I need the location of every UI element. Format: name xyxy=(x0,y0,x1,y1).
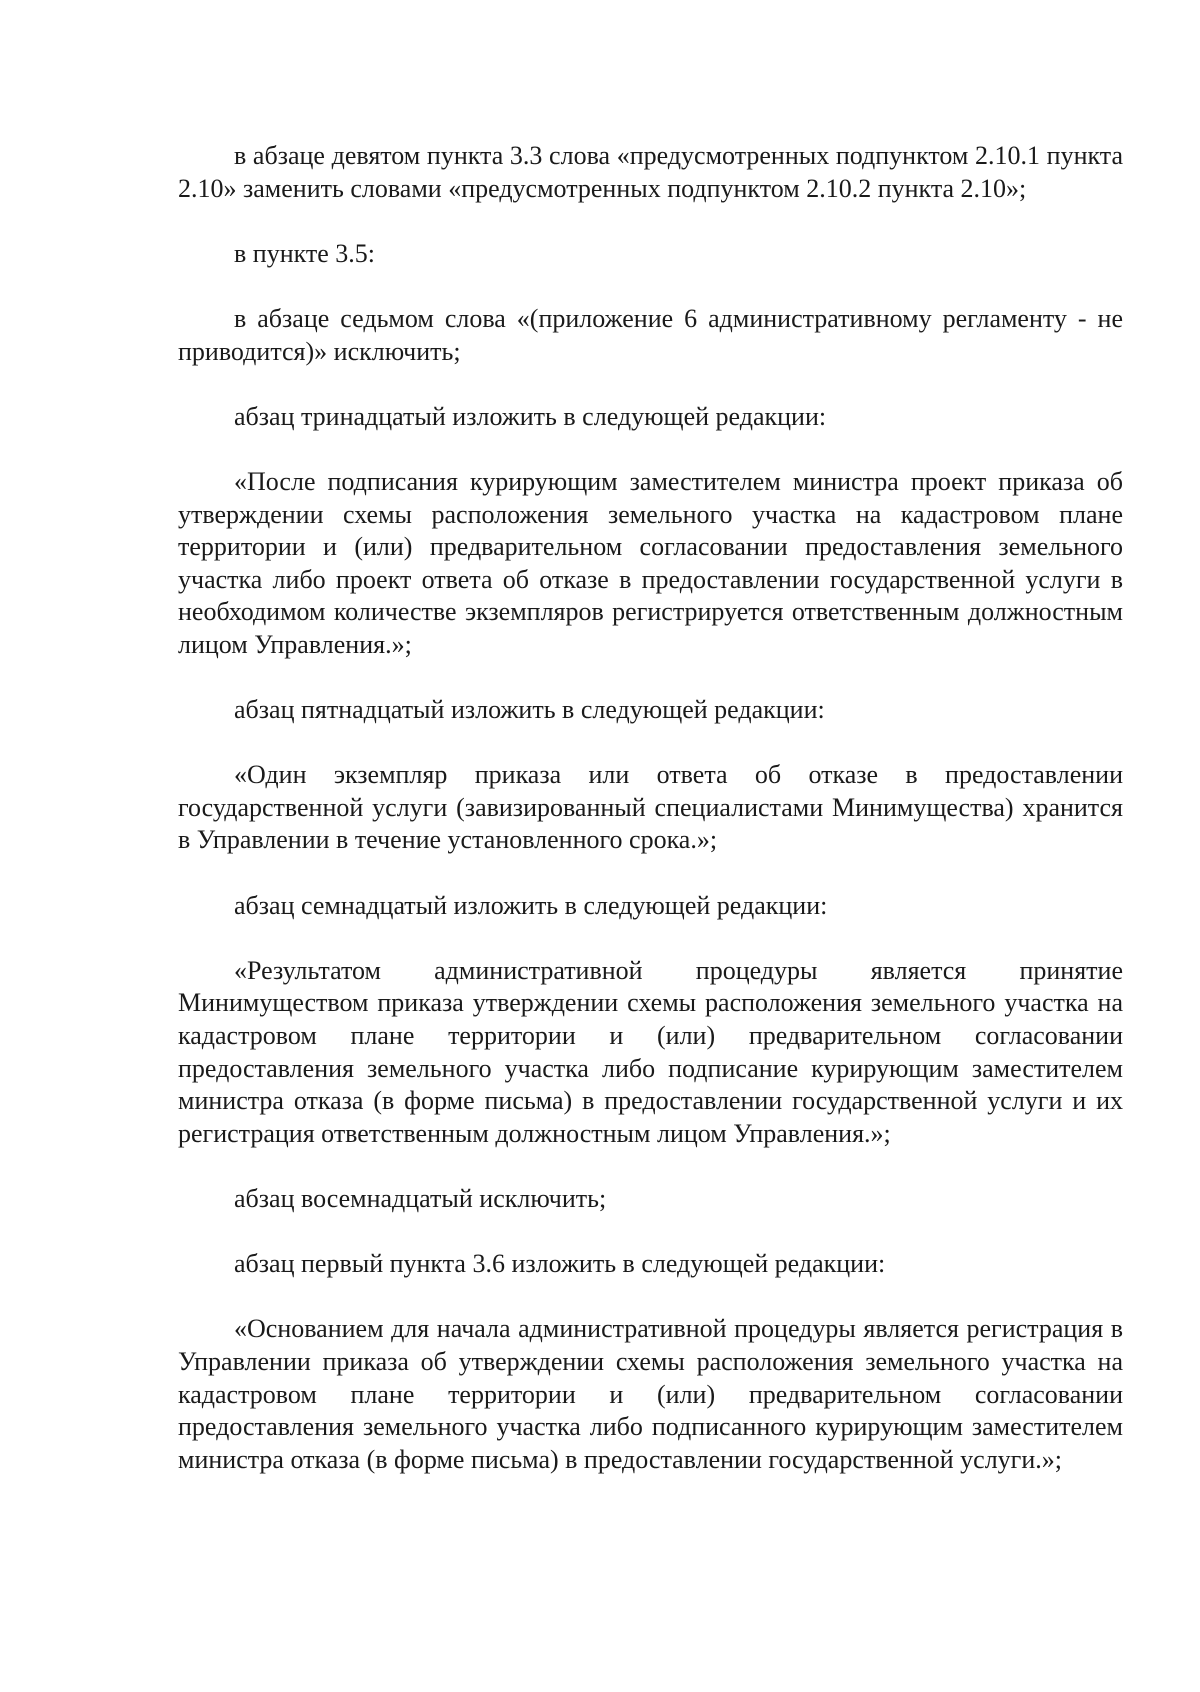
paragraph-point-3-6-text: «Основанием для начала административной процедуры является регистрация в Управлении приказа об утверждении схемы расположения земельного участка на кадастровом плане территории и (или) предварительном согласовании предоставления земельного участка либо подписанного курирующим заместителем министра отказа (в форме письма) в предоставлении государственной услуги.»; xyxy=(178,1314,1123,1474)
document-body xyxy=(178,140,1123,1476)
paragraph-fifteenth-abzac-intro: абзац пятнадцатый изложить в следующей редакции: xyxy=(234,695,825,725)
paragraph-seventeenth-abzac-intro: абзац семнадцатый изложить в следующей редакции: xyxy=(234,890,828,920)
paragraph-thirteenth-abzac-text: «После подписания курирующим заместителем министра проект приказа об утверждении схемы расположения земельного участка на кадастровом плане территории и (или) предварительном согласовании предоставления земельного участка либо проект ответа об отказе в предоставлении государственной услуги в необходимом количестве экземпляров регистрируется ответственным должностным лицом Управления.»; xyxy=(178,466,1123,659)
paragraph-point-3-5: в пункте 3.5: xyxy=(234,238,376,268)
paragraph-eighteenth-abzac: абзац восемнадцатый исключить; xyxy=(234,1184,607,1213)
paragraph-seventh-abzac: в абзаце седьмом слова «(приложение 6 административному регламенту - не приводится)» исключить; xyxy=(178,303,1123,366)
paragraph-seventeenth-abzac-text: «Результатом административной процедуры является принятие Минимуществом приказа утверждении схемы расположения земельного участка на кадастровом плане территории и (или) предварительном согласовании предоставления земельного участка либо подписание курирующим заместителем министра отказа (в форме письма) в предоставлении государственной услуги и их регистрация ответственным должностным лицом Управления.»; xyxy=(178,955,1123,1148)
paragraph-thirteenth-abzac-intro: абзац тринадцатый изложить в следующей редакции: xyxy=(234,401,827,431)
paragraph-amend-3-3: в абзаце девятом пункта 3.3 слова «предусмотренных подпунктом 2.10.1 пункта 2.10» заменить словами «предусмотренных подпунктом 2.10.2 пункта 2.10»; xyxy=(178,141,1123,203)
paragraph-point-3-6-intro: абзац первый пункта 3.6 изложить в следующей редакции: xyxy=(234,1249,886,1279)
paragraph-fifteenth-abzac-text: «Один экземпляр приказа или ответа об отказе в предоставлении государственной услуги (завизированный специалистами Минимущества) хранится в Управлении в течение установленного срока.»; xyxy=(178,760,1123,855)
